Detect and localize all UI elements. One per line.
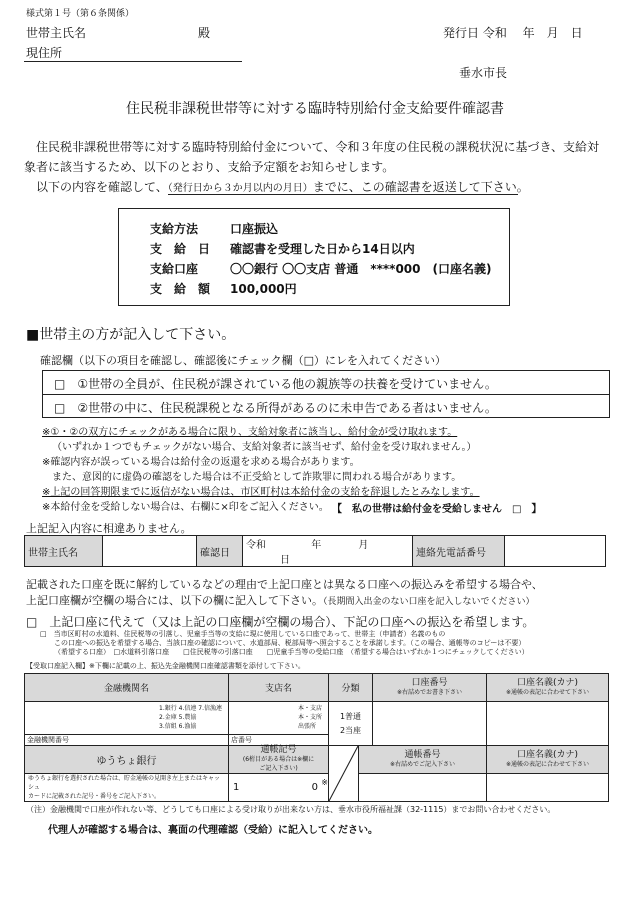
holder-header	[487, 674, 609, 702]
bank-code-row[interactable]	[25, 734, 228, 745]
mark-first-digit: 1	[233, 782, 240, 793]
yucho-note-1: ゆうちょ銀行を選択された場合は、貯金通帳の見開き左上またはキャッシュ	[28, 775, 221, 791]
intro-deadline: （発行日から３か月以内の月日）	[167, 183, 313, 194]
payment-date-label: 支 給 日	[150, 242, 211, 256]
footer-note: （注）金融機関で口座が作れない等、どうしても口座による受け取りが出来ない方は、垂水市役所福祉課（32-1115）までお問い合わせください。	[26, 805, 556, 814]
form-number: 様式第１号（第６条関係）	[26, 9, 135, 19]
type-current: 2当座	[339, 725, 362, 735]
note-6: ※本給付金を受給しない場合は、右欄に×印をご記入ください。	[42, 502, 329, 513]
intro-line1: 住民税非課税世帯等に対する臨時特別給付金について、令和３年度の住民税の課税状況に基づき、支給対	[36, 140, 600, 154]
passbook-no-sub: ※右詰めでご記入下さい	[389, 760, 456, 768]
bank-types-3: 3.信組 6.漁協	[159, 723, 197, 730]
payment-values	[230, 219, 491, 299]
payment-method-label: 支給方法	[150, 222, 199, 236]
public-account-2: この口座への振込を希望する場合、当該口座の確認について、水道部局、税部局等へ照会することを承諾します。（この場合、通帳等のコピーは不要）	[54, 639, 526, 647]
sign-phone-label: 連絡先電話番号	[413, 536, 505, 567]
honorific: 殿	[198, 26, 211, 40]
mark-star: ※	[321, 778, 328, 787]
bank-table	[24, 673, 609, 746]
alt-account-note2b: （長期間入出金のない口座を記入しないでください）	[323, 597, 535, 607]
passbook-no-header	[359, 746, 487, 774]
branch-name-cell[interactable]	[229, 702, 329, 746]
sign-date-field[interactable]	[243, 536, 413, 567]
yucho-holder-cell[interactable]	[487, 774, 609, 802]
note-1: ※①・②の双方にチェックがある場合に限り、支給対象者に該当し、給付金が受け取れます。	[42, 427, 458, 438]
intro-line3-c: までに、この確認書を返送して下さい。	[312, 180, 529, 194]
sign-phone-field[interactable]	[505, 536, 606, 567]
payment-date-value: 確認書を受理した日から14日以内	[230, 242, 415, 256]
agree-text: 上記記入内容に相違ありません。	[26, 522, 192, 535]
branch-code-label: 店番号	[231, 736, 252, 744]
passbook-no-cell[interactable]	[359, 774, 487, 802]
mark-last-digit: 0	[311, 782, 318, 793]
confirm-note: 確認欄（以下の項目を確認し、確認後にチェック欄（□）にレを入れてください）	[40, 354, 447, 367]
intro-underline	[168, 194, 518, 195]
yucho-holder-sub: ※通帳の表記に合わせて下さい	[505, 760, 590, 768]
sign-date-label: 確認日	[197, 536, 243, 567]
intro-line3-a: 以下の内容を確認して、	[36, 180, 168, 194]
page-title: 住民税非課税世帯等に対する臨時特別給付金支給要件確認書	[126, 101, 504, 117]
month: 月	[358, 540, 369, 551]
bank-types-1: 1.銀行 4.信連 7.信漁連	[159, 705, 222, 712]
yucho-table	[24, 745, 609, 802]
yucho-note-2: カードに記載された記号・番号をご記入下さい。	[28, 793, 161, 800]
public-account-block	[40, 630, 529, 657]
section1-heading: ■世帯主の方が記入して下さい。	[26, 327, 236, 343]
public-account-3[interactable]: （希望する口座） □水道料引落口座 □住民税等の引落口座 □児童手当等の受給口座 （希望する場合はいずれか１つにチェックしてください）	[54, 648, 529, 656]
head-name-label: 世帯主氏名	[26, 26, 87, 40]
check-item-2[interactable]: □ ②世帯の中に、住民税課税となる所得があるのに未申告である者はいません。	[54, 401, 497, 415]
account-no-title: 口座番号	[411, 677, 448, 688]
holder-title: 口座名義(カナ)	[516, 677, 579, 688]
passbook-mark-sub: (6桁目がある場合は※欄に	[242, 756, 315, 763]
account-no-sub: ※右詰めでお書き下さい	[396, 688, 463, 696]
payment-account-label: 支給口座	[150, 262, 199, 276]
check-divider	[42, 394, 610, 395]
yucho-note	[25, 774, 229, 802]
type-cell[interactable]	[329, 702, 373, 746]
branch-types-2: 本・支所	[297, 714, 322, 721]
type-ordinary: 1普通	[339, 711, 362, 721]
payment-amount-value: 100,000円	[230, 282, 297, 296]
payment-labels	[150, 219, 210, 299]
sign-name-label: 世帯主氏名	[25, 536, 103, 567]
branch-types-3: 出張所	[297, 723, 316, 730]
yucho-header: ゆうちょ銀行	[25, 746, 229, 774]
yucho-holder-header	[487, 746, 609, 774]
year: 年	[311, 540, 322, 551]
account-no-header	[373, 674, 487, 702]
alt-account-note2a: 上記口座欄が空欄の場合には、以下の欄に記入して下さい。	[26, 594, 323, 607]
passbook-mark-cell[interactable]	[229, 774, 329, 802]
issue-date: 発行日 令和 年 月 日	[443, 26, 583, 40]
note-5: ※上記の回答期限までに返信がない場合は、市区町村は本給付金の支給を辞退したとみなします。	[42, 487, 480, 498]
sign-name-field[interactable]	[103, 536, 197, 567]
branch-name-header: 支店名	[229, 674, 329, 702]
alt-account-note2	[26, 592, 535, 608]
day: 日	[280, 555, 290, 566]
section-divider	[24, 566, 606, 567]
account-no-cell[interactable]	[373, 702, 487, 746]
bank-types	[159, 704, 222, 731]
passbook-mark-title: 通帳記号	[260, 745, 297, 755]
bank-code-label: 金融機関番号	[27, 736, 69, 744]
note-4: また、意図的に虚偽の確認をした場合は不正受給として詐欺罪に問われる場合があります。	[52, 472, 462, 483]
bank-types-2: 2.金庫 5.農協	[159, 714, 197, 721]
passbook-no-title: 通帳番号	[404, 749, 441, 760]
yucho-holder-title: 口座名義(カナ)	[516, 749, 579, 760]
proxy-note: 代理人が確認する場合は、裏面の代理確認（受給）に記入してください。	[48, 825, 378, 836]
address-underline	[24, 61, 242, 62]
passbook-mark-sub2: ご記入下さい)	[259, 765, 298, 772]
bank-name-header: 金融機関名	[25, 674, 229, 702]
diagonal-line	[329, 746, 358, 801]
branch-types	[298, 704, 322, 731]
receive-note: 【受取口座記入欄】※下欄に記載の上、振込先金融機関口座確認書類を添付して下さい。	[26, 662, 305, 670]
branch-code-row[interactable]	[229, 734, 328, 745]
passbook-mark-header	[229, 746, 329, 774]
sign-table	[24, 535, 606, 567]
decline-checkbox[interactable]: 【 私の世帯は給付金を受給しません □ 】	[332, 504, 542, 515]
era: 令和	[246, 540, 266, 551]
intro-line3	[36, 178, 529, 195]
check-item-1[interactable]: □ ①世帯の全員が、住民税が課されている他の親族等の扶養を受けていません。	[54, 377, 497, 391]
type-header: 分類	[329, 674, 373, 702]
alt-account-choice[interactable]: □ 上記口座に代えて（又は上記の口座欄が空欄の場合）、下記の口座への振込を希望します。	[26, 615, 535, 629]
diagonal-cell	[329, 746, 359, 802]
holder-cell[interactable]	[487, 702, 609, 746]
payment-account-value: 〇〇銀行 〇〇支店 普通 ****000 (口座名義)	[230, 262, 492, 276]
payment-amount-label: 支 給 額	[150, 282, 211, 296]
holder-sub: ※通帳の表記に合わせて下さい	[505, 688, 590, 696]
note-2: （いずれか１つでもチェックがない場合、支給対象者に該当せず、給付金を受け取れません。）	[52, 442, 477, 453]
address-label: 現住所	[26, 46, 63, 60]
issuer: 垂水市長	[459, 66, 508, 80]
public-account-1[interactable]: □ 当市区町村の水道料、住民税等の引落し、児童手当等の支給に現に使用している口座であって、世帯主（申請者）名義のもの	[40, 630, 446, 638]
note-3: ※確認内容が誤っている場合は給付金の返還を求める場合があります。	[42, 457, 360, 468]
intro-line2: 象者に該当するため、以下のとおり、支給予定額をお知らせします。	[24, 160, 395, 174]
bank-name-cell[interactable]	[25, 702, 229, 746]
branch-types-1: 本・支店	[297, 705, 322, 712]
payment-method-value: 口座振込	[230, 222, 279, 236]
alt-account-note1: 記載された口座を既に解約しているなどの理由で上記口座とは異なる口座への振込みを希望する場合や、	[26, 578, 543, 591]
